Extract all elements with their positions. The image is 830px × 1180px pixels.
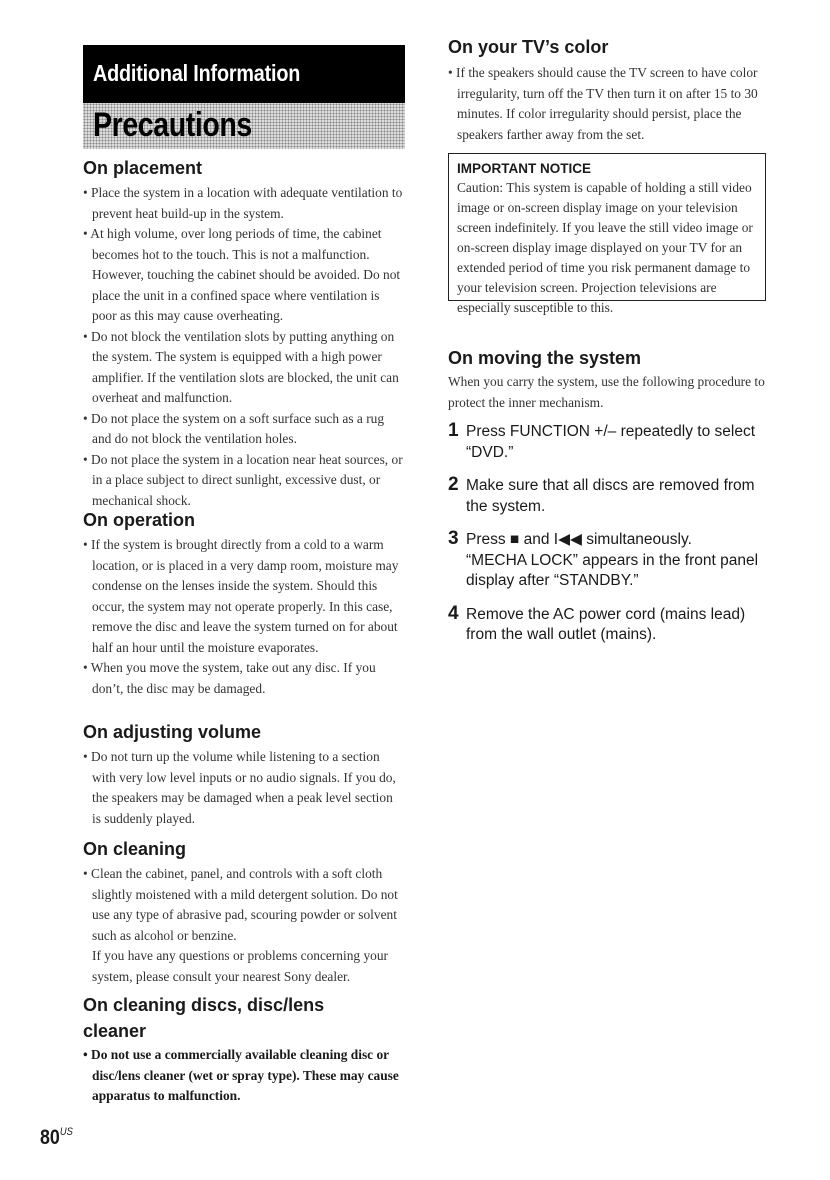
- list-item: • Do not use a commercially available cleaning disc or disc/lens cleaner (wet or spray type). These may cause apparatus to malfunction.: [83, 1047, 399, 1103]
- step-text: Make sure that all discs are removed from the system.: [466, 477, 755, 515]
- banner-title-bar: [83, 103, 405, 149]
- cleaning-continuation: If you have any questions or problems concerning your system, please consult your nearest Sony dealer.: [92, 948, 389, 984]
- tv-color-list: [448, 63, 770, 145]
- page-number-value: 80: [40, 1126, 60, 1149]
- heading-moving: On moving the system: [448, 348, 642, 368]
- step-number: 4: [448, 602, 459, 624]
- step-number: 2: [448, 474, 459, 495]
- page-number: [40, 1126, 73, 1150]
- banner-category-bar: [83, 45, 405, 103]
- important-notice-box: [448, 153, 766, 315]
- step-item: [448, 530, 778, 592]
- heading-placement: On placement: [83, 158, 203, 178]
- heading-operation: On operation: [83, 510, 195, 530]
- list-item: • Clean the cabinet, panel, and controls with a soft cloth slightly moistened with a mild detergent solution. Do not use any type of abrasive pad, scouring powder or solvent such as alcohol or benzine.: [83, 866, 398, 943]
- step-number: 1: [448, 420, 459, 441]
- step-text: Remove the AC power cord (mains lead) from the wall outlet (mains).: [466, 605, 746, 643]
- heading-cleaning: On cleaning: [83, 839, 187, 859]
- moving-steps: [448, 422, 778, 659]
- step-text: Press FUNCTION +/– repeatedly to select “DVD.”: [466, 423, 756, 461]
- section-banner: [83, 45, 405, 149]
- list-item: • When you move the system, take out any disc. If you don’t, the disc may be damaged.: [83, 660, 376, 696]
- heading-tv-color: On your TV’s color: [448, 37, 609, 57]
- page-title: Precautions: [93, 106, 252, 144]
- step-text: Press ■ and I◀◀ simultaneously.: [466, 531, 692, 548]
- step-item: [448, 602, 778, 646]
- list-item: • Do not block the ventilation slots by putting anything on the system. The system is equipped with a high power amplifier. If the ventilation slots are blocked, the unit can overheat and malfunction.: [83, 328, 399, 405]
- notice-text: Caution: This system is capable of holding a still video image or on-screen display image on your television screen indefinitely. If you leave the still video image or on-screen display image displayed on your TV for an extended period of time you risk permanent damage to your television screen. Projection televisions are especially susceptible to this.: [457, 180, 753, 315]
- step-subtext: “MECHA LOCK” appears in the front panel display after “STANDBY.”: [466, 551, 759, 589]
- moving-intro: [448, 372, 770, 413]
- banner-category: Additional Information: [93, 60, 301, 86]
- list-item: • Do not turn up the volume while listening to a section with very low level inputs or no audio signals. If you do, the speakers may be damaged when a peak level section is suddenly played.: [83, 749, 396, 826]
- step-item: [448, 422, 778, 463]
- heading-volume: On adjusting volume: [83, 722, 262, 742]
- step-item: [448, 476, 778, 517]
- discs-list: [83, 1045, 405, 1107]
- list-item: • Do not place the system in a location near heat sources, or in a place subject to direct sunlight, excessive dust, or mechanical shock.: [83, 451, 403, 508]
- heading-discs: On cleaning discs, disc/lens cleaner: [83, 995, 325, 1041]
- list-item: • If the system is brought directly from a cold to a warm location, or is placed in a very damp room, moisture may condense on the lenses inside the system. Should this occur, the system may not operate properly. In this case, remove the disc and leave the system turned on for about half an hour until the moisture evaporates.: [83, 537, 399, 655]
- moving-intro-text: When you carry the system, use the following procedure to protect the inner mechanism.: [448, 374, 765, 410]
- placement-list: [83, 183, 405, 511]
- cleaning-list: [83, 864, 405, 987]
- list-item: • Do not place the system on a soft surface such as a rug and do not block the ventilation holes.: [83, 410, 385, 446]
- volume-list: [83, 747, 405, 829]
- page-region: US: [59, 1126, 73, 1138]
- operation-list: [83, 535, 405, 699]
- list-item: • Place the system in a location with adequate ventilation to prevent heat build-up in the system.: [83, 185, 403, 221]
- list-item: • At high volume, over long periods of time, the cabinet becomes hot to the touch. This is not a malfunction. However, touching the cabinet should be avoided. Do not place the unit in a confined space where ventilation is poor as this may cause overheating.: [83, 226, 401, 323]
- notice-title: IMPORTANT NOTICE: [457, 161, 591, 176]
- step-number: 3: [448, 528, 459, 549]
- list-item: • If the speakers should cause the TV screen to have color irregularity, turn off the TV then turn it on after 15 to 30 minutes. If color irregularity should persist, place the speakers farther away from the set.: [448, 65, 758, 142]
